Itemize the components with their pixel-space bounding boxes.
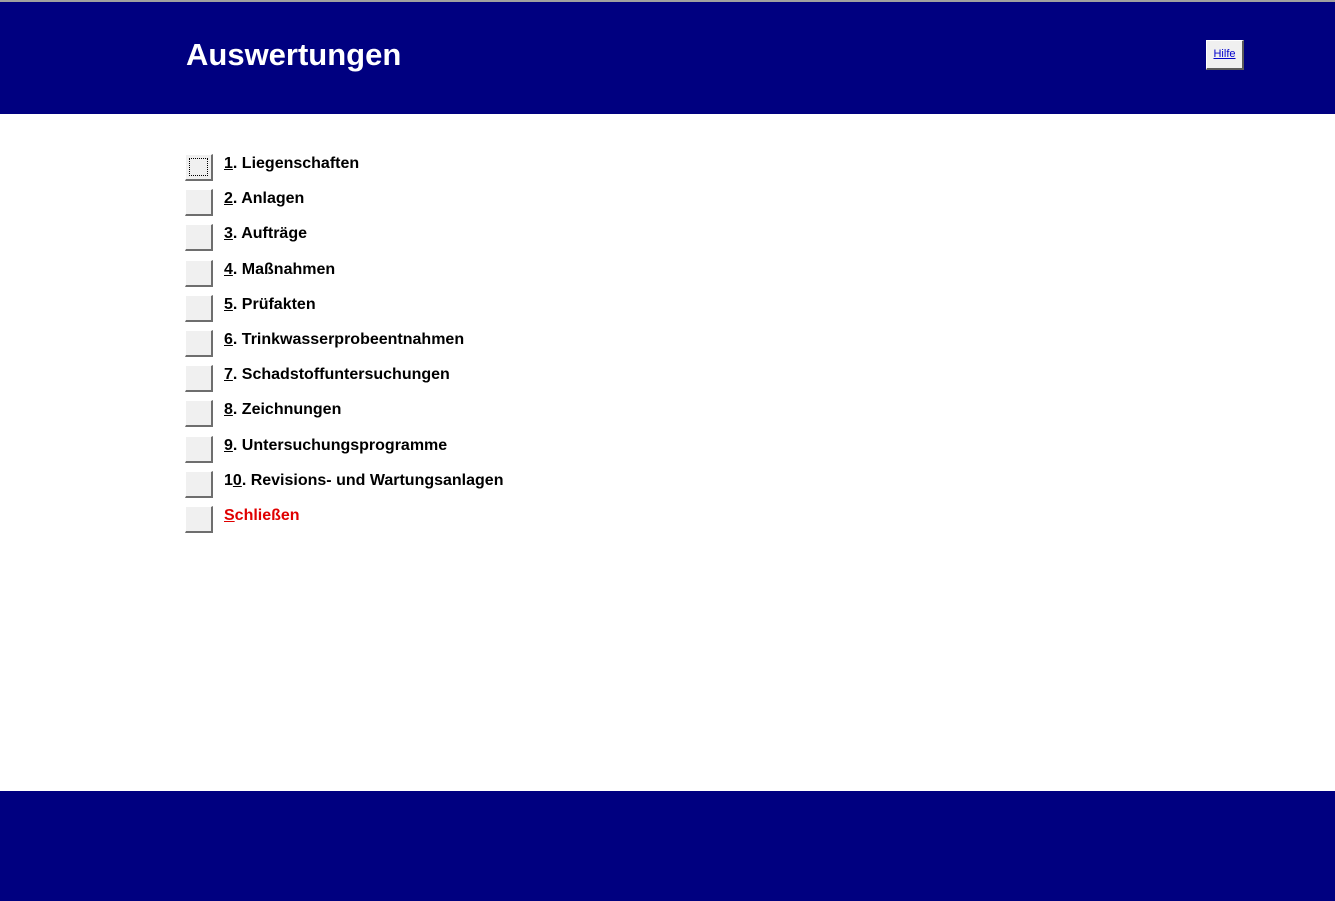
menu-label-massnahmen[interactable]: 4. Maßnahmen <box>224 260 336 278</box>
menu-label-liegenschaften[interactable]: 1. Liegenschaften <box>224 155 360 172</box>
menu-label-revisions-wartungsanlagen[interactable]: 10. Revisions- und Wartungsanlagen <box>224 471 504 489</box>
close-button[interactable] <box>185 506 213 533</box>
menu-label-auftraege[interactable]: 3. Aufträge <box>224 225 307 243</box>
menu-button-liegenschaften[interactable] <box>185 154 213 181</box>
menu-label-zeichnungen[interactable]: 8. Zeichnungen <box>224 401 342 419</box>
menu-label-untersuchungsprogramme[interactable]: 9. Untersuchungsprogramme <box>224 436 448 454</box>
help-button[interactable]: Hilfe <box>1206 40 1244 70</box>
page-title: Auswertungen <box>186 37 402 72</box>
menu-button-revisions-wartungsanlagen[interactable] <box>185 471 213 498</box>
menu-label-trinkwasserprobeentnahmen[interactable]: 6. Trinkwasserprobeentnahmen <box>224 330 465 348</box>
menu-button-massnahmen[interactable] <box>185 260 213 287</box>
close-label[interactable]: Schließen <box>224 506 300 524</box>
menu-button-zeichnungen[interactable] <box>185 400 213 427</box>
menu-button-schadstoffuntersuchungen[interactable] <box>185 365 213 392</box>
menu-button-untersuchungsprogramme[interactable] <box>185 436 213 463</box>
menu-label-schadstoffuntersuchungen[interactable]: 7. Schadstoffuntersuchungen <box>224 366 450 384</box>
header-bar <box>0 0 1335 114</box>
menu-label-pruefakten[interactable]: 5. Prüfakten <box>224 295 316 313</box>
menu-button-anlagen[interactable] <box>185 189 213 216</box>
menu-button-auftraege[interactable] <box>185 224 213 251</box>
menu-button-pruefakten[interactable] <box>185 295 213 322</box>
menu-button-trinkwasserprobeentnahmen[interactable] <box>185 330 213 357</box>
footer-bar <box>0 791 1335 901</box>
menu-label-anlagen[interactable]: 2. Anlagen <box>224 190 305 208</box>
